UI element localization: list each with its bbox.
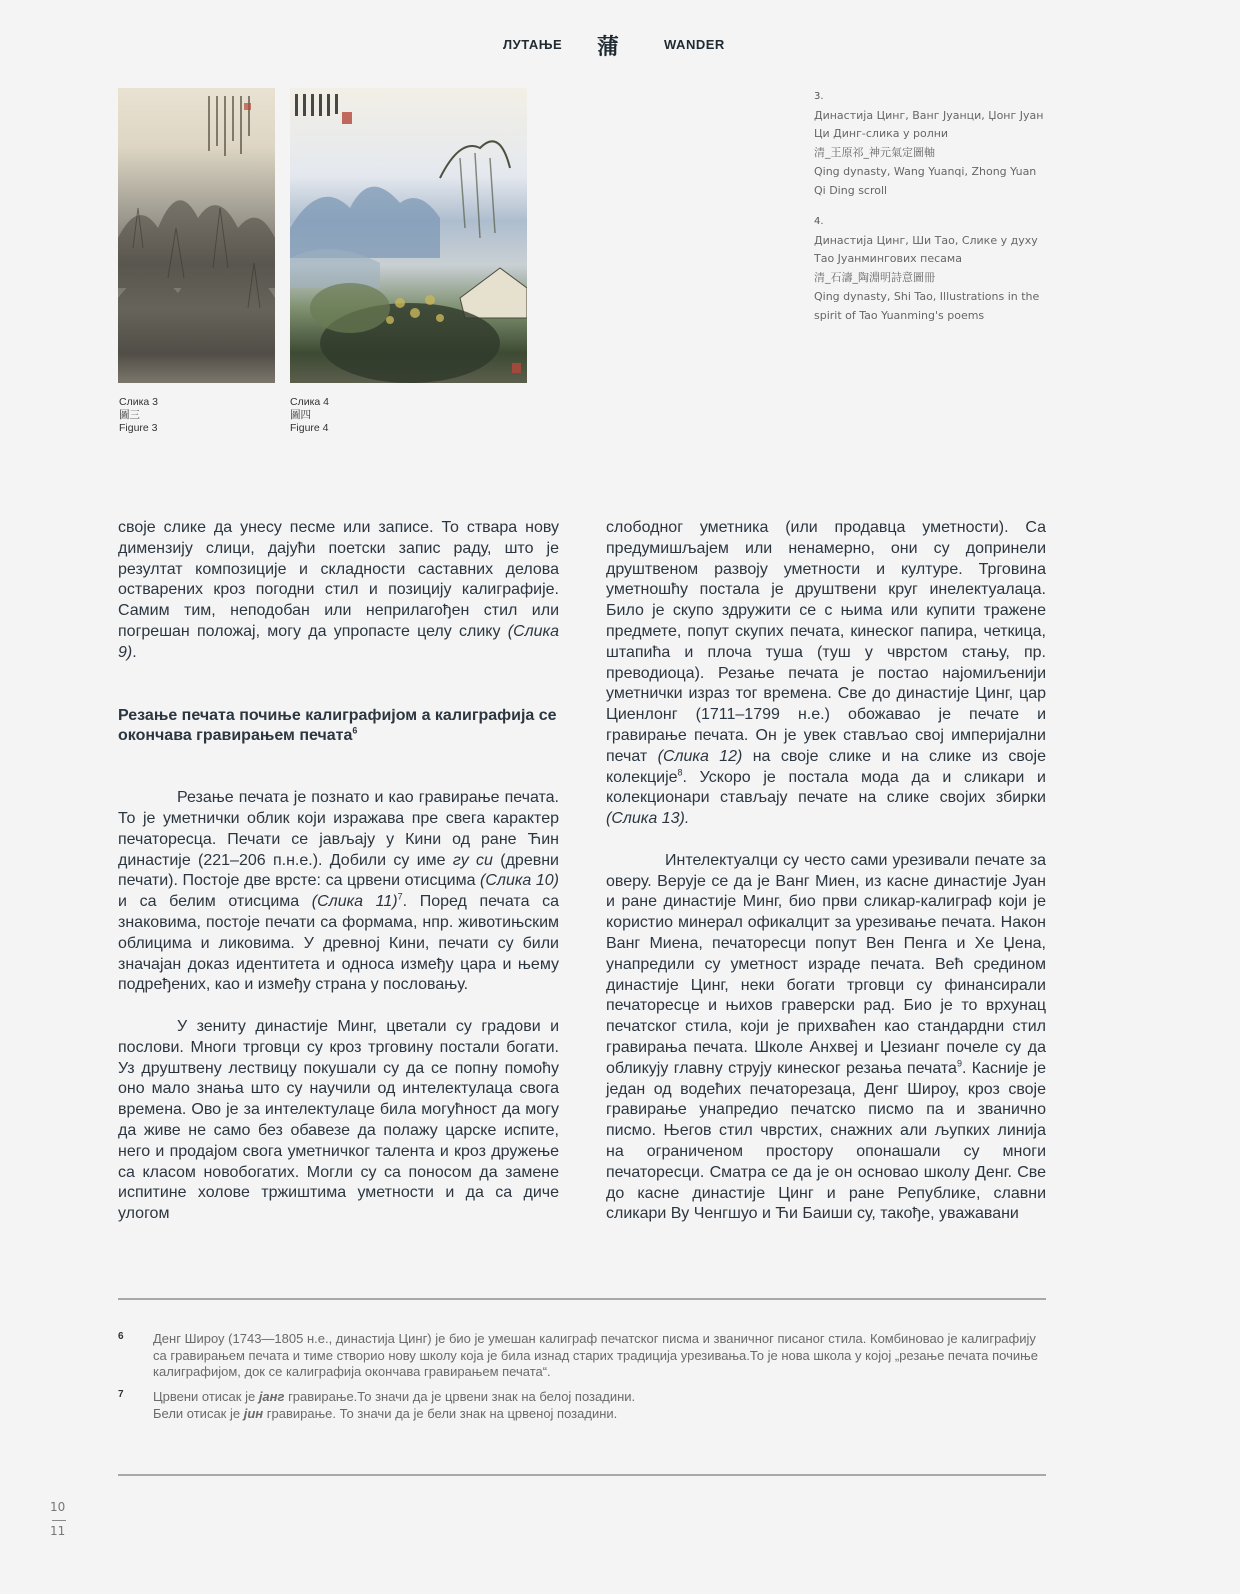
side-caption-4: 4. Династија Цинг, Ши Тао, Слике у духу Тао Јуанмингових песама 清_石濤_陶淵明詩意圖冊 Qing dynasty, Shi Tao, Illustrations in the spirit of Tao Yuanming's poems (814, 216, 1040, 322)
figure-4-caption: Слика 4 圖四 Figure 4 (290, 396, 329, 434)
header-right-title: WANDER (664, 37, 725, 52)
figure-4-image (290, 88, 527, 383)
header-glyph: 蒲 (597, 35, 620, 60)
header-left-title: ЛУТАЊЕ (503, 37, 563, 52)
paragraph: Резање печата је познато и као гравирање печата. То је уметнички облик који изражава пре свега карактер печаторесца. Печати се јављају у Кини од ране Ћин династије (221–206 п.н.е.). Добили су име гу си (древни печати). Постоје две врсте: са црвени отисцима (Слика 10) и са белим отисцима (Слика 11)$^7$. Поред печата са знаковима, постоје печати са формама, нпр. животињским облицима и ликовима. У древној Кини, печати су били значајан доказ идентитета и односа између цара и њему подређених, као и између страна у пословању. (118, 789, 559, 994)
footnote-7: 7 Црвени отисак је јанг гравирање.То значи да је црвени знак на белој позадини. Бели отисак је јин гравирање. То значи да је бели знак на црвеној позадини. (118, 1389, 636, 1421)
page-number-left: 10 (50, 1500, 66, 1514)
footnote-6: 6 Денг Широу (1743—1805 н.е., династија Цинг) је био је умешан калиграф печатског писма и званичног писаног стила. Комбиновао је калиграфију са гравирањем печата и тиме створио нову школу која је била изнад старих традиција урезивања.То је нова школа у којој „резање печата почиње калиграфијом, док се калиграфија окончава гравирањем печата“. (118, 1331, 1038, 1379)
paragraph: Интелектуалци су често сами урезивали печате за оверу. Верује се да је Ванг Миен, из касне династије Јуан и ране династије Минг, био први сликар-калиграф који је користио минерал офикалцит за урезивање печата. Након Ванг Миена, печаторесци попут Вен Пенга и Хе Џена, унапредили су уметност израде печата. Већ средином династије Цинг, неки богати трговци су финансирали печаторесце и њихов граверски рад. Био је то врхунац печатског стила, који је прихваћен као стандардни стил гравирања печата. Школе Анхвеј и Џезианг почеле су да обликују главну струју кинеског резања печата$^9$. Касније је један од водећих печаторезаца, Денг Широу, кроз своје гравирање унапредио печатско писмо па и званично писмо. Његов стил чврстих, снажних али љупких линија на ограниченом простору опонашали су многи печаторесци. Сматра се да је он основао школу Денг. Све до касне династије Цинг и ране Републике, славни сликари Ву Ченгшуо и Ћи Баиши су, такође, уважавани (606, 851, 1047, 1223)
section-heading: Резање печата почиње калиграфијом а калиграфија се окончава гравирањем печата$^6$ (118, 706, 557, 745)
figure-3-image (118, 88, 275, 383)
page-number-right: 11 (50, 1524, 66, 1538)
paragraph: У зениту династије Минг, цветали су градови и послови. Многи трговци су кроз трговину постали богати. Уз друштвену лествицу покушали су да се попну помоћу оно мало знања што су научили од интелектулаца свога времена. Ово је за интелектулаце била могућност да могу да живе не само без обавезе да полажу царске испите, него и продајом свога уметничког талента и кроз дружење са класом новобогатих. Могли су са поносом да замене испитине холове тржиштима уметности и да са диче улогом (118, 1017, 559, 1223)
left-text-column (118, 518, 559, 1225)
running-header (0, 30, 1240, 60)
side-caption-3: 3. Династија Цинг, Ванг Јуанци, Џонг Јуан Ци Динг-слика у ролни 清_王原祁_神元氣定圖軸 Qing dynasty, Wang Yuanqi, Zhong Yuan Qi Ding scroll (814, 91, 1044, 197)
right-text-column (606, 518, 1046, 1225)
divider (118, 1474, 1046, 1476)
paragraph: слободног уметника (или продавца уметности). Са предумишљајем или ненамерно, они су допринели друштвеном развоју уметности и културе. Трговина уметношћу постала је друштвени круг инелектуалаца. Било је скупо здружити се с њима или купити тражене предмете, попут скупих печата, кинеског папира, четкица, штапића и плоча туша (туш у чврстом стању, пр. преводиоца). Резање печата је постао најомиљенији уметнички израз тог времена. Све до династије Цинг, цар Циенлонг (1711–1799 н.е.) обожавао је печате и гравирање печата. Он је увек стављао свој империјални печат (Слика 12) на своје слике и на слике из своје колекције$^8$. Ускоро је постала мода да и сликари и колекционари стављају печате на слике својих збирки (Слика 13). (606, 519, 1046, 828)
paragraph: своје слике да унесу песме или записе. То ствара нову димензију слици, дајући поетски запис раду, што је резултат композиције и складности саставних делова остварених кроз погодни стил и позицију калиграфије. Самим тим, неподобан или неприлагођен стил или погрешан положај, могу да упропасте целу слику (Слика 9). (118, 519, 559, 661)
figure-3-caption: Слика 3 圖三 Figure 3 (119, 396, 158, 434)
page-number-separator (52, 1520, 66, 1521)
divider (118, 1298, 1046, 1300)
